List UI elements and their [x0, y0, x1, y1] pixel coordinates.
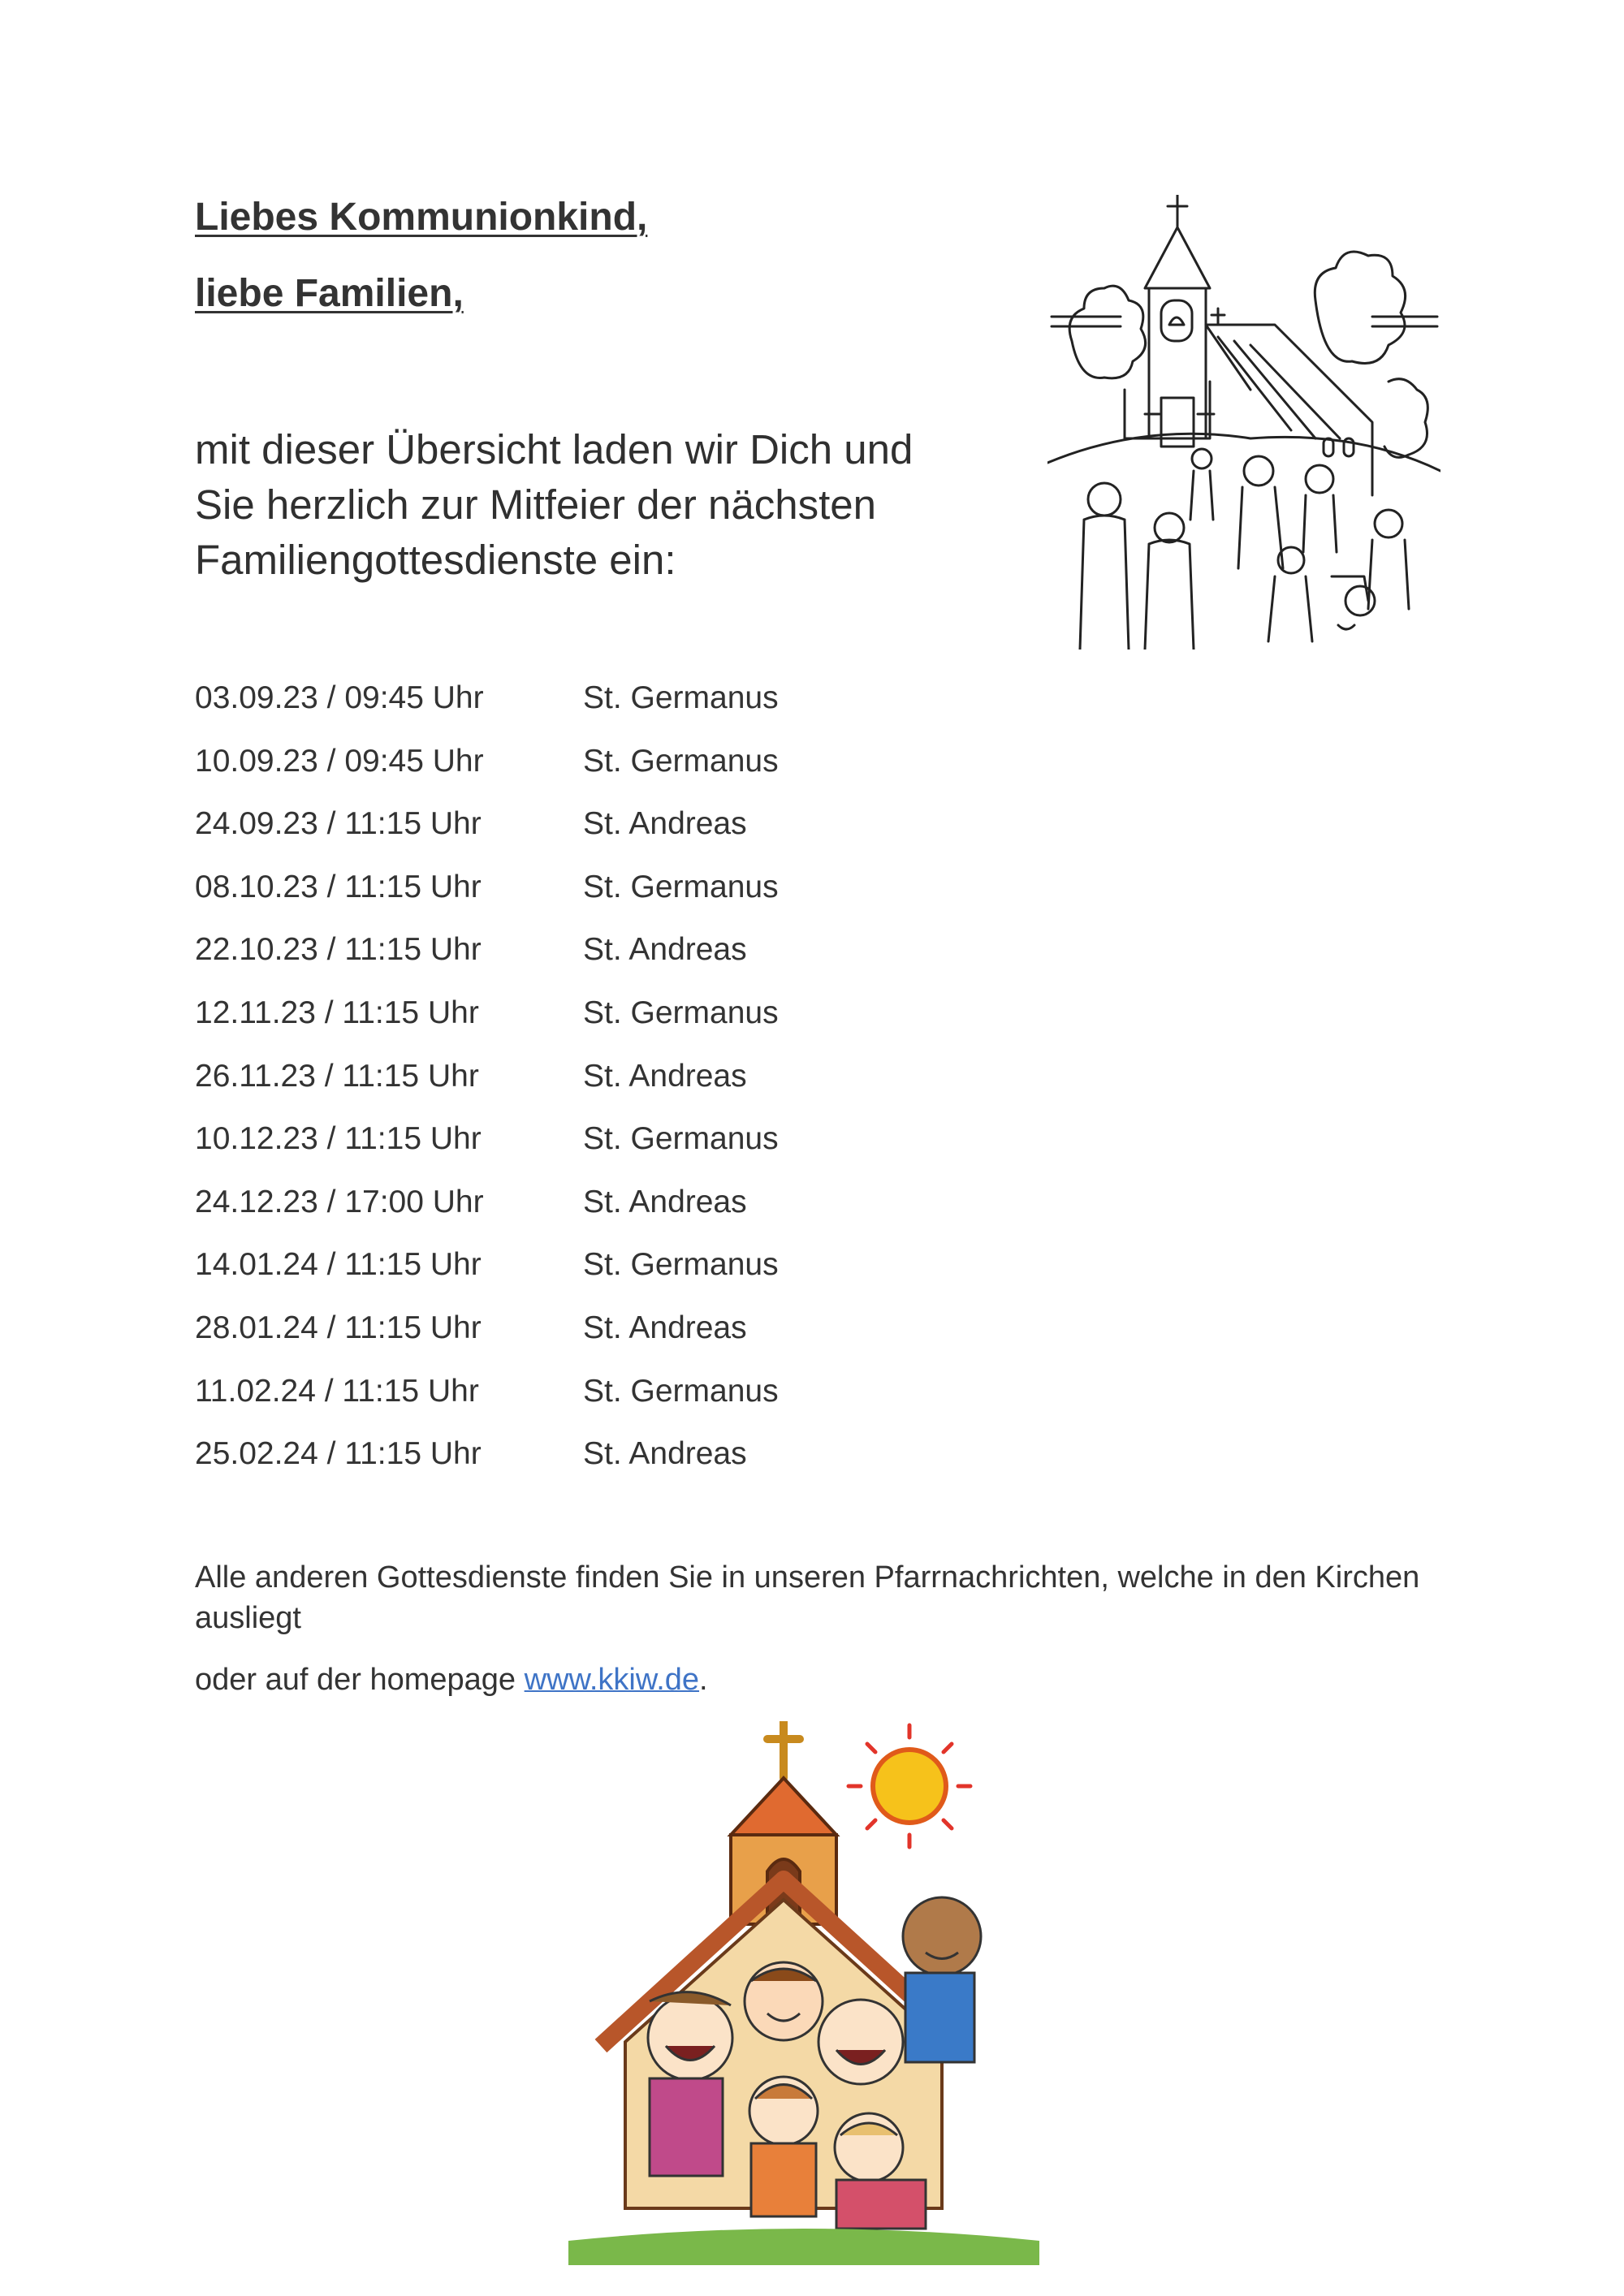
service-date: 24.09.23 / 11:15 Uhr: [195, 806, 482, 842]
homepage-prefix: oder auf der homepage: [195, 1663, 525, 1697]
greeting-line-2: liebe Familien,: [195, 272, 464, 315]
schedule-row: [195, 1121, 926, 1185]
sun-icon: [849, 1725, 970, 1847]
service-church: St. Andreas: [583, 1436, 747, 1472]
intro-paragraph: [195, 422, 1023, 588]
service-church: St. Germanus: [583, 680, 779, 715]
children-church-illustration: [568, 1721, 1039, 2265]
service-date: 26.11.23 / 11:15 Uhr: [195, 1058, 479, 1094]
service-church: St. Andreas: [583, 1058, 747, 1094]
service-date: 14.01.24 / 11:15 Uhr: [195, 1247, 482, 1283]
service-church: St. Germanus: [583, 1121, 779, 1157]
service-church: St. Germanus: [583, 1247, 779, 1283]
service-schedule: [195, 680, 926, 1500]
service-date: 22.10.23 / 11:15 Uhr: [195, 932, 482, 968]
service-church: St. Andreas: [583, 1184, 747, 1219]
service-church: St. Germanus: [583, 743, 779, 779]
service-church: St. Andreas: [583, 1310, 747, 1345]
schedule-row: [195, 1247, 926, 1310]
schedule-row: [195, 1059, 926, 1122]
schedule-row: [195, 1374, 926, 1437]
service-church: St. Germanus: [583, 1373, 779, 1409]
service-date: 25.02.24 / 11:15 Uhr: [195, 1436, 482, 1472]
footer-text: Alle anderen Gottesdienste finden Sie in unseren Pfarrnachrichten, welche in den Kirchen ausliegt: [195, 1560, 1420, 1635]
homepage-suffix: .: [699, 1663, 708, 1697]
service-date: 08.10.23 / 11:15 Uhr: [195, 869, 482, 904]
service-church: St. Andreas: [583, 806, 747, 842]
homepage-line: [195, 1663, 708, 1698]
service-date: 10.09.23 / 09:45 Uhr: [195, 743, 484, 779]
service-date: 03.09.23 / 09:45 Uhr: [195, 680, 484, 715]
schedule-row: [195, 806, 926, 870]
service-date: 12.11.23 / 11:15 Uhr: [195, 995, 479, 1030]
schedule-row: [195, 680, 926, 744]
church-procession-illustration: [1047, 195, 1440, 650]
intro-line-1: mit dieser Übersicht laden wir Dich und: [195, 426, 914, 473]
schedule-row: [195, 1436, 926, 1500]
service-date: 10.12.23 / 11:15 Uhr: [195, 1121, 482, 1157]
schedule-row: [195, 995, 926, 1059]
schedule-row: [195, 932, 926, 995]
service-date: 24.12.23 / 17:00 Uhr: [195, 1184, 484, 1219]
intro-line-2: Sie herzlich zur Mitfeier der nächsten: [195, 481, 877, 528]
greeting-line-1: Liebes Kommunionkind,: [195, 196, 648, 239]
service-date: 28.01.24 / 11:15 Uhr: [195, 1310, 482, 1345]
service-church: St. Andreas: [583, 932, 747, 968]
service-church: St. Germanus: [583, 869, 779, 904]
schedule-row: [195, 1185, 926, 1248]
homepage-link[interactable]: www.kkiw.de: [524, 1663, 700, 1697]
schedule-row: [195, 744, 926, 807]
service-date: 11.02.24 / 11:15 Uhr: [195, 1373, 479, 1409]
schedule-row: [195, 870, 926, 933]
service-church: St. Germanus: [583, 995, 779, 1030]
schedule-row: [195, 1310, 926, 1374]
intro-line-3: Familiengottesdienste ein:: [195, 537, 676, 583]
